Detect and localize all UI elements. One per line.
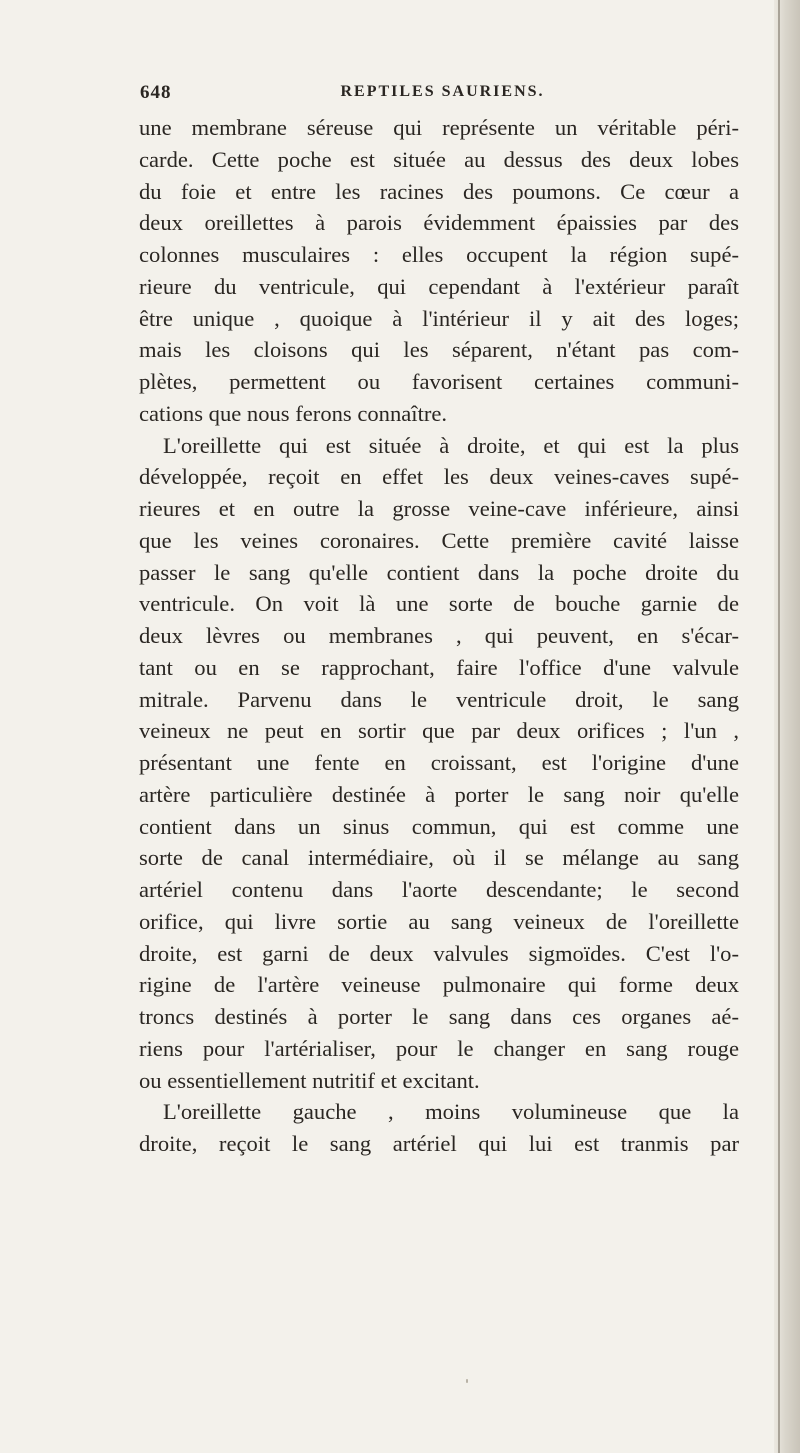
page-number: 648 xyxy=(140,82,172,103)
text-line: colonnes musculaires : elles occupent la région supé- xyxy=(139,242,739,267)
text-line: tant ou en se rapprochant, faire l'office d'une valvule xyxy=(139,654,739,680)
text-line: droite, est garni de deux valvules sigmoïdes. C'est l'o- xyxy=(139,940,739,966)
paragraph-2 xyxy=(139,430,739,1097)
paragraph-1 xyxy=(139,112,739,430)
text-line: une membrane séreuse qui représente un véritable péri- xyxy=(139,115,739,140)
text-line: orifice, qui livre sortie au sang veineux de l'oreillette xyxy=(139,908,739,934)
text-line: contient dans un sinus commun, qui est comme une xyxy=(139,813,739,839)
text-line: deux lèvres ou membranes , qui peuvent, en s'écar- xyxy=(139,623,739,648)
text-line: carde. Cette poche est située au dessus des deux lobes xyxy=(139,146,739,172)
text-line: mais les cloisons qui les séparent, n'étant pas com- xyxy=(139,337,739,363)
text-line: que les veines coronaires. Cette première cavité laisse xyxy=(139,527,739,553)
page-edge-line xyxy=(778,0,780,1453)
text-line: rieure du ventricule, qui cependant à l'extérieur paraît xyxy=(139,273,739,299)
text-line: artère particulière destinée à porter le sang noir qu'elle xyxy=(139,781,739,807)
text-line: cations que nous ferons connaître. xyxy=(139,400,448,426)
text-line: veineux ne peut en sortir que par deux orifices ; l'un , xyxy=(139,718,739,744)
text-line: ventricule. On voit là une sorte de bouche garnie de xyxy=(139,591,739,617)
text-line: plètes, permettent ou favorisent certaines communi- xyxy=(139,369,739,394)
body-text xyxy=(139,112,739,1160)
text-line: rieures et en outre la grosse veine-cave inférieure, ainsi xyxy=(139,496,739,521)
text-line: sorte de canal intermédiaire, où il se mélange au sang xyxy=(139,845,739,871)
running-title: REPTILES SAURIENS. xyxy=(340,83,545,100)
text-line: mitrale. Parvenu dans le ventricule droit, le sang xyxy=(139,686,739,712)
text-line: L'oreillette gauche , moins volumineuse que la xyxy=(163,1099,739,1125)
running-header xyxy=(140,82,745,106)
text-line: troncs destinés à porter le sang dans ces organes aé- xyxy=(139,1004,739,1029)
text-line: riens pour l'artérialiser, pour le changer en sang rouge xyxy=(139,1035,739,1061)
text-line: L'oreillette qui est située à droite, et qui est la plus xyxy=(163,432,739,458)
ink-speck xyxy=(466,1379,468,1383)
text-line: rigine de l'artère veineuse pulmonaire qui forme deux xyxy=(139,972,739,998)
text-line: être unique , quoique à l'intérieur il y ait des loges; xyxy=(139,305,739,331)
text-line: droite, reçoit le sang artériel qui lui est tranmis par xyxy=(139,1131,739,1156)
text-line: artériel contenu dans l'aorte descendante; le second xyxy=(139,877,739,902)
text-line: du foie et entre les racines des poumons. Ce cœur a xyxy=(139,178,739,204)
paragraph-3 xyxy=(139,1096,739,1160)
text-line: présentant une fente en croissant, est l'origine d'une xyxy=(139,750,739,775)
text-line: passer le sang qu'elle contient dans la poche droite du xyxy=(139,559,739,585)
text-line: deux oreillettes à parois évidemment épaissies par des xyxy=(139,210,739,236)
text-line: développée, reçoit en effet les deux veines-caves supé- xyxy=(139,464,739,490)
text-line: ou essentiellement nutritif et excitant. xyxy=(139,1067,480,1093)
